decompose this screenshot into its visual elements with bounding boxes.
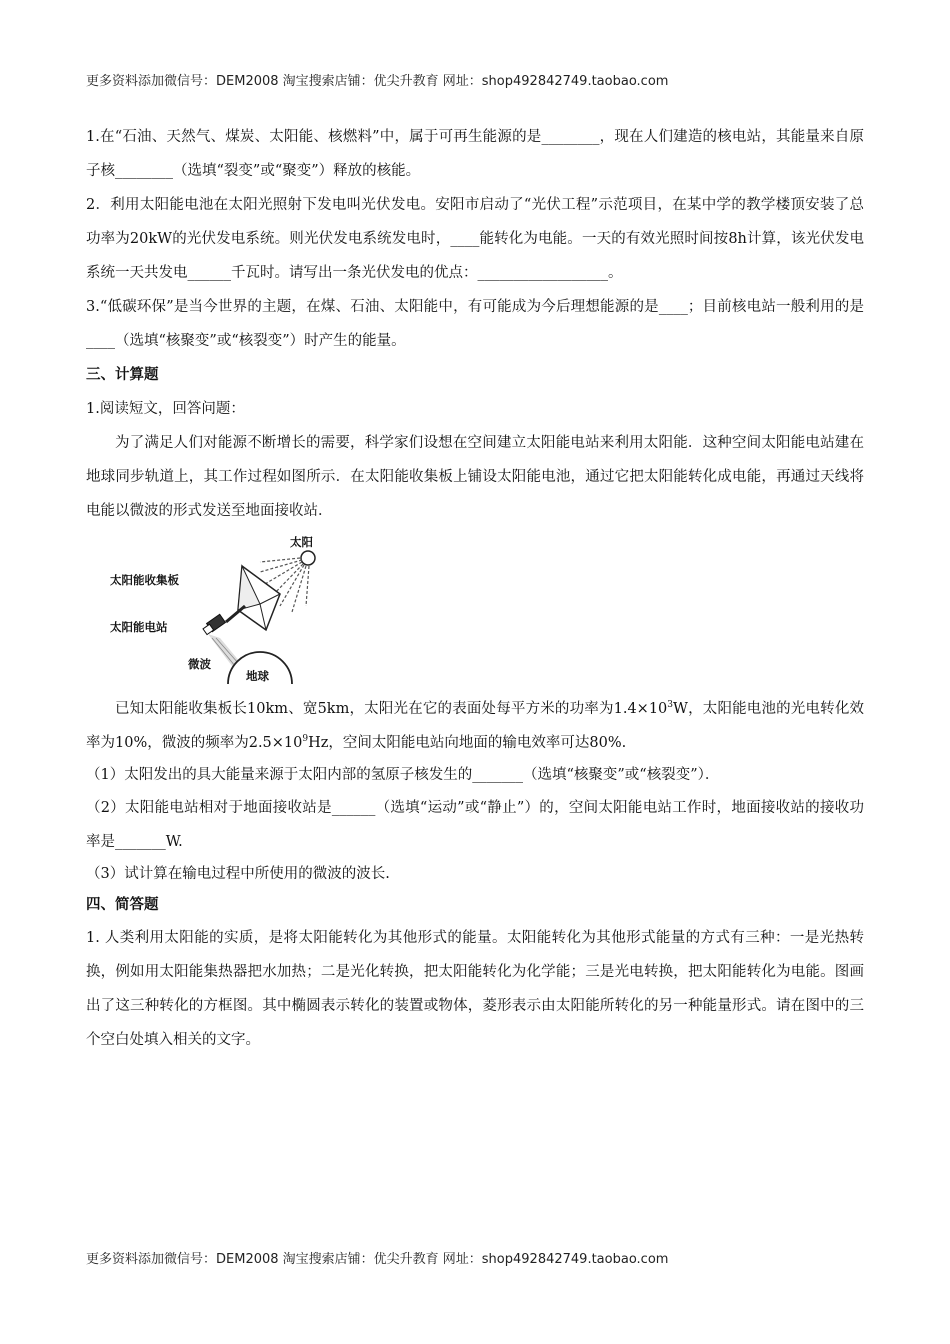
calc-passage: 为了满足人们对能源不断增长的需要，科学家们设想在空间建立太阳能电站来利用太阳能．这种空间太阳能电站建在地球同步轨道上，其工作过程如图所示．在太阳能收集板上铺设太阳能电池，通过它把太阳能转化成电能，再通过天线将电能以微波的形式发送至地面接收站． [86,435,864,519]
question-fill-1: 1.在“石油、天然气、煤炭、太阳能、核燃料”中，属于可再生能源的是________，现在人们建造的核电站，其能量来自原子核________（选填“裂变”或“聚变”）释放的核能。 [86,129,864,179]
figure-diagram [110,534,330,684]
section-title-short-answer: 四、简答题 [86,897,159,913]
question-fill-3: 3.“低碳环保”是当今世界的主题，在煤、石油、太阳能中，有可能成为今后理想能源的是____；目前核电站一般利用的是____（选填“核聚变”或“核裂变”）时产生的能量。 [86,299,864,349]
calc-question-intro: 1.阅读短文，回答问题： [86,401,245,417]
label-sun: 太阳 [290,535,313,549]
label-earth: 地球 [246,669,269,683]
space-solar-station-figure [110,534,330,684]
document-body [86,120,864,1057]
page-footer: 更多资料添加微信号：DEM2008 淘宝搜索店铺：优尖升教育 网址：shop492842749.taobao.com [86,1252,669,1267]
calc-given-data: 已知太阳能收集板长10km、宽5km，太阳光在它的表面处每平方米的功率为$1.4\times 10^3W$，太阳能电池的光电转化效率为10%，微波的频率为$2.5\times 10^9Hz$，空间太阳能电站向地面的输电效率可达80%. [86,700,864,751]
short-answer-question-1: 1. 人类利用太阳能的实质，是将太阳能转化为其他形式的能量。太阳能转化为其他形式能量的方式有三种：一是光热转换，例如用太阳能集热器把水加热；二是光化转换，把太阳能转化为化学能；三是光电转换，把太阳能转化为电能。图画出了这三种转化的方框图。其中椭圆表示转化的装置或物体，菱形表示由太阳能所转化的另一种能量形式。请在图中的三个空白处填入相关的文字。 [86,930,864,1048]
label-microwave: 微波 [188,657,211,671]
page-header: 更多资料添加微信号：DEM2008 淘宝搜索店铺：优尖升教育 网址：shop492842749.taobao.com [86,74,669,89]
question-fill-2: 2．利用太阳能电池在太阳光照射下发电叫光伏发电。安阳市启动了“光伏工程”示范项目，在某中学的教学楼顶安装了总功率为20kW的光伏发电系统。则光伏发电系统发电时，____能转化为电能。一天的有效光照时间按8h计算，该光伏发电系统一天共发电______千瓦时。请写出一条光伏发电的优点：__________________。 [86,197,864,281]
section-title-calculation: 三、计算题 [86,367,159,383]
sun-icon [301,551,315,565]
label-power-station: 太阳能电站 [110,620,168,634]
calc-sub-question-2: （2）太阳能电站相对于地面接收站是______（选填“运动”或“静止”）的，空间太阳能电站工作时，地面接收站的接收功率是_______W. [86,800,864,850]
calc-sub-question-3: （3）试计算在输电过程中所使用的微波的波长. [86,866,390,882]
calc-sub-question-1: （1）太阳发出的具大能量来源于太阳内部的氢原子核发生的_______（选填“核聚变”或“核裂变”）． [86,767,720,783]
label-collector-panel: 太阳能收集板 [110,573,179,587]
